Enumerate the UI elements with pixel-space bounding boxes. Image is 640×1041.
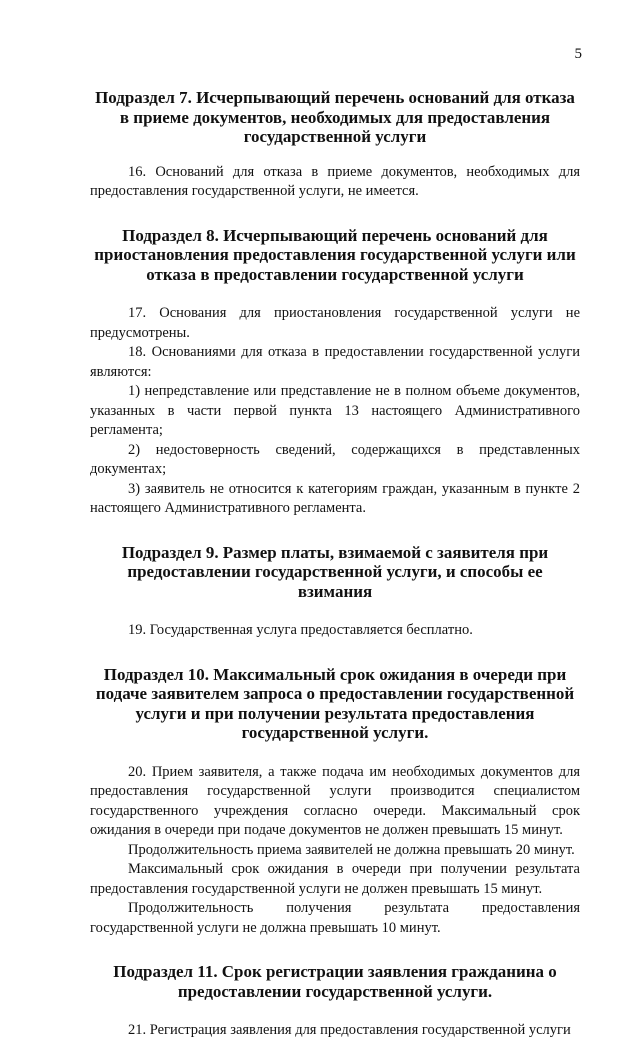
section-heading: Подраздел 8. Исчерпывающий перечень оснований для приостановления предоставления государственной услуги или отказа в предоставлении государственной услуги bbox=[94, 225, 576, 284]
list-item: 1) непредставление или представление не в полном объеме документов, указанных в части первой пункта 13 настоящего Административного регламента; bbox=[90, 383, 580, 438]
section-9 bbox=[90, 543, 580, 641]
page-number: 5 bbox=[574, 46, 582, 62]
document-body bbox=[90, 88, 580, 1041]
section-heading: Подраздел 10. Максимальный срок ожидания в очереди при подаче заявителем запроса о предоставлении государственной услуги и при получении результата предоставления государственной услуги. bbox=[95, 664, 575, 742]
section-11 bbox=[90, 962, 580, 1041]
list-item: 2) недостоверность сведений, содержащихся в представленных документах; bbox=[90, 441, 580, 477]
list-item: 3) заявитель не относится к категориям граждан, указанным в пункте 2 настоящего Административного регламента. bbox=[90, 480, 580, 516]
paragraph: Максимальный срок ожидания в очереди при получении результата предоставления государственной услуги не должен превышать 15 минут. bbox=[90, 861, 580, 897]
section-7 bbox=[90, 88, 580, 202]
section-10 bbox=[90, 665, 580, 939]
paragraph: 16. Оснований для отказа в приеме документов, необходимых для предоставления государственной услуги, не имеется. bbox=[90, 163, 580, 199]
paragraph: Продолжительность получения результата предоставления государственной услуги не должна превышать 10 минут. bbox=[90, 900, 580, 936]
section-heading: Подраздел 9. Размер платы, взимаемой с заявителя при предоставлении государственной услуги, и способы ее взимания bbox=[121, 542, 549, 601]
paragraph: 20. Прием заявителя, а также подача им необходимых документов для предоставления государственной услуги производится специалистом государственного учреждения согласно очереди. Максимальный срок ожидания в очереди при подаче документов не должен превышать 15 минут. bbox=[90, 763, 580, 838]
section-heading: Подраздел 7. Исчерпывающий перечень оснований для отказа в приеме документов, необходимых для предоставления государственной услуги bbox=[95, 88, 575, 146]
paragraph: 21. Регистрация заявления для предоставления государственной услуги bbox=[128, 1022, 571, 1038]
section-8 bbox=[90, 226, 580, 519]
paragraph: 18. Основаниями для отказа в предоставлении государственной услуги являются: bbox=[90, 344, 580, 380]
paragraph: Продолжительность приема заявителей не должна превышать 20 минут. bbox=[128, 841, 575, 858]
paragraph: 17. Основания для приостановления государственной услуги не предусмотрены. bbox=[90, 305, 580, 341]
paragraph: 19. Государственная услуга предоставляется бесплатно. bbox=[128, 622, 473, 638]
section-heading: Подраздел 11. Срок регистрации заявления гражданина о предоставлении государственной услуги. bbox=[113, 962, 557, 1001]
